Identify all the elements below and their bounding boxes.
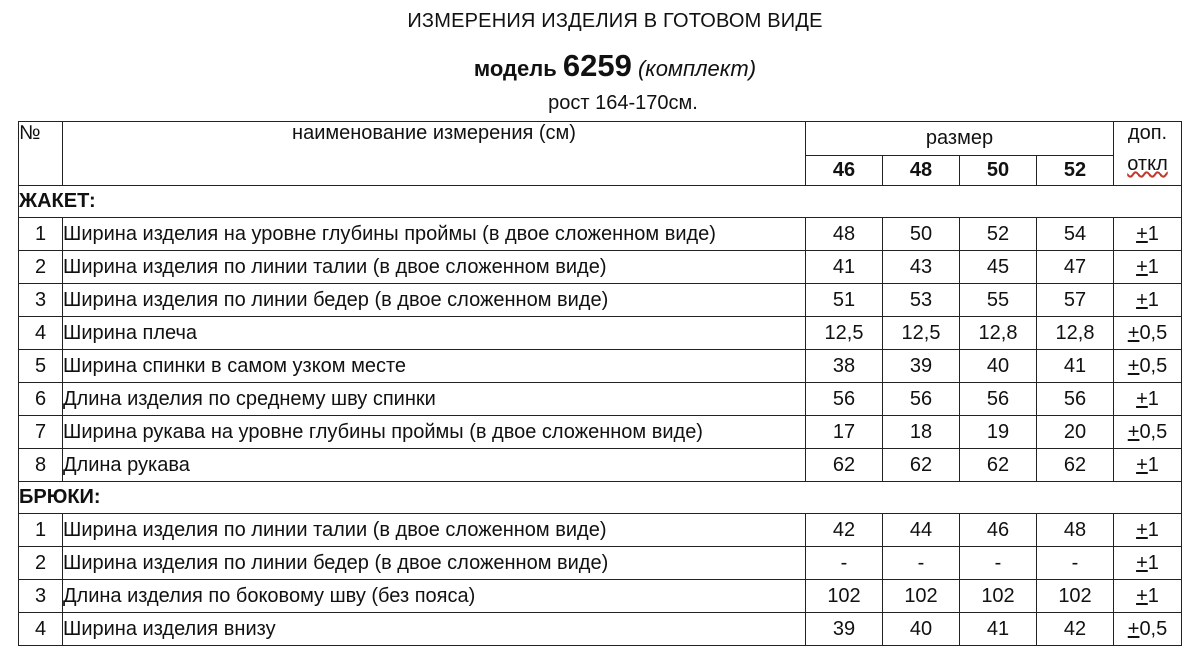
size-value: 38 <box>806 350 883 383</box>
size-value: 57 <box>1037 284 1114 317</box>
row-number: 1 <box>19 218 63 251</box>
size-value: 56 <box>1037 383 1114 416</box>
row-number: 8 <box>19 449 63 482</box>
size-header-cell: 46 <box>806 156 883 186</box>
tolerance-cell <box>1114 613 1182 646</box>
table-row <box>19 317 1182 350</box>
tolerance-cell <box>1114 218 1182 251</box>
tolerance-value: 0,5 <box>1139 321 1168 344</box>
tolerance-sign: + <box>1127 617 1140 640</box>
tolerance-value: 1 <box>1147 453 1159 476</box>
size-value: 102 <box>960 580 1037 613</box>
size-value: 62 <box>960 449 1037 482</box>
table-row <box>19 284 1182 317</box>
table-row <box>19 580 1182 613</box>
tolerance-value: 1 <box>1147 255 1159 278</box>
size-value: 41 <box>1037 350 1114 383</box>
measurement-name: Ширина изделия по линии бедер (в двое сложенном виде) <box>63 547 806 580</box>
tolerance-cell <box>1114 383 1182 416</box>
size-value: - <box>806 547 883 580</box>
tolerance-sign: + <box>1136 584 1148 607</box>
tolerance-sign: + <box>1136 255 1148 278</box>
section-title: ЖАКЕТ: <box>19 186 1182 218</box>
measurement-name: Ширина изделия по линии талии (в двое сложенном виде) <box>63 251 806 284</box>
tolerance-cell <box>1114 350 1182 383</box>
size-value: 50 <box>883 218 960 251</box>
size-value: 12,5 <box>806 317 883 350</box>
tolerance-value: 0,5 <box>1139 617 1168 640</box>
row-number: 6 <box>19 383 63 416</box>
measurements-table <box>18 121 1182 646</box>
row-number: 2 <box>19 547 63 580</box>
size-value: 12,5 <box>883 317 960 350</box>
header-row <box>19 122 1182 156</box>
tolerance-sign: + <box>1136 288 1148 311</box>
size-value: 18 <box>883 416 960 449</box>
size-value: 41 <box>960 613 1037 646</box>
tolerance-sign: + <box>1136 551 1148 574</box>
size-value: 39 <box>806 613 883 646</box>
tolerance-value: 1 <box>1147 518 1159 541</box>
size-value: 39 <box>883 350 960 383</box>
measurement-name: Ширина спинки в самом узком месте <box>63 350 806 383</box>
tolerance-sign: + <box>1127 354 1140 377</box>
size-value: 12,8 <box>1037 317 1114 350</box>
size-value: 53 <box>883 284 960 317</box>
measurement-name: Ширина рукава на уровне глубины проймы (в двое сложенном виде) <box>63 416 806 449</box>
size-value: 55 <box>960 284 1037 317</box>
tolerance-value: 1 <box>1147 222 1159 245</box>
size-value: 56 <box>883 383 960 416</box>
size-value: 48 <box>806 218 883 251</box>
table-row <box>19 514 1182 547</box>
tolerance-cell <box>1114 416 1182 449</box>
size-value: 51 <box>806 284 883 317</box>
size-value: 46 <box>960 514 1037 547</box>
size-value: 20 <box>1037 416 1114 449</box>
size-header-cell: 48 <box>883 156 960 186</box>
tolerance-value: 1 <box>1147 584 1159 607</box>
row-number: 4 <box>19 317 63 350</box>
size-value: 44 <box>883 514 960 547</box>
row-number: 3 <box>19 580 63 613</box>
size-value: 40 <box>960 350 1037 383</box>
tolerance-sign: + <box>1127 321 1140 344</box>
section-title: БРЮКИ: <box>19 482 1182 514</box>
size-value: 41 <box>806 251 883 284</box>
column-header-size: размер <box>806 122 1114 156</box>
row-number: 2 <box>19 251 63 284</box>
size-value: 45 <box>960 251 1037 284</box>
tolerance-header-line2: откл <box>1127 153 1168 175</box>
tolerance-cell <box>1114 580 1182 613</box>
model-number: 6259 <box>562 48 632 83</box>
tolerance-cell <box>1114 317 1182 350</box>
tolerance-sign: + <box>1136 518 1148 541</box>
section-header-row <box>19 482 1182 514</box>
tolerance-value: 1 <box>1147 551 1159 574</box>
row-number: 5 <box>19 350 63 383</box>
measurement-name: Длина изделия по среднему шву спинки <box>63 383 806 416</box>
model-note: (комплект) <box>637 56 757 81</box>
tolerance-sign: + <box>1136 387 1148 410</box>
column-header-number: № <box>19 122 63 186</box>
table-row <box>19 218 1182 251</box>
size-value: 52 <box>960 218 1037 251</box>
tolerance-value: 1 <box>1147 387 1159 410</box>
row-number: 4 <box>19 613 63 646</box>
model-label: модель <box>473 56 557 81</box>
tolerance-cell <box>1114 449 1182 482</box>
size-value: 42 <box>1037 613 1114 646</box>
table-row <box>19 613 1182 646</box>
model-line <box>0 48 1200 84</box>
measurement-name: Длина рукава <box>63 449 806 482</box>
tolerance-value: 1 <box>1147 288 1159 311</box>
size-value: 102 <box>1037 580 1114 613</box>
table-row <box>19 350 1182 383</box>
tolerance-sign: + <box>1136 222 1148 245</box>
size-value: - <box>883 547 960 580</box>
tolerance-cell <box>1114 251 1182 284</box>
column-header-tolerance <box>1114 122 1182 186</box>
size-value: 62 <box>806 449 883 482</box>
section-header-row <box>19 186 1182 218</box>
size-value: 48 <box>1037 514 1114 547</box>
row-number: 1 <box>19 514 63 547</box>
measurement-name: Ширина плеча <box>63 317 806 350</box>
tolerance-sign: + <box>1127 420 1140 443</box>
column-header-name: наименование измерения (см) <box>63 122 806 186</box>
measurement-name: Длина изделия по боковому шву (без пояса) <box>63 580 806 613</box>
size-value: 102 <box>806 580 883 613</box>
height-range: рост 164-170см. <box>548 92 698 114</box>
tolerance-header-line1: доп. <box>1127 122 1168 144</box>
size-value: 56 <box>806 383 883 416</box>
size-value: - <box>1037 547 1114 580</box>
size-value: - <box>960 547 1037 580</box>
size-value: 102 <box>883 580 960 613</box>
size-value: 17 <box>806 416 883 449</box>
measurement-name: Ширина изделия по линии бедер (в двое сложенном виде) <box>63 284 806 317</box>
size-value: 62 <box>1037 449 1114 482</box>
size-value: 56 <box>960 383 1037 416</box>
size-value: 12,8 <box>960 317 1037 350</box>
size-value: 40 <box>883 613 960 646</box>
tolerance-cell <box>1114 547 1182 580</box>
measurement-name: Ширина изделия по линии талии (в двое сложенном виде) <box>63 514 806 547</box>
tolerance-cell <box>1114 284 1182 317</box>
size-value: 47 <box>1037 251 1114 284</box>
tolerance-cell <box>1114 514 1182 547</box>
size-value: 62 <box>883 449 960 482</box>
table-row <box>19 449 1182 482</box>
document-title: ИЗМЕРЕНИЯ ИЗДЕЛИЯ В ГОТОВОМ ВИДЕ <box>407 10 823 32</box>
row-number: 7 <box>19 416 63 449</box>
measurement-name: Ширина изделия на уровне глубины проймы (в двое сложенном виде) <box>63 218 806 251</box>
table-row <box>19 416 1182 449</box>
measurement-name: Ширина изделия внизу <box>63 613 806 646</box>
table-row <box>19 547 1182 580</box>
size-value: 43 <box>883 251 960 284</box>
size-header-cell: 52 <box>1037 156 1114 186</box>
tolerance-value: 0,5 <box>1139 354 1168 377</box>
table-row <box>19 383 1182 416</box>
tolerance-sign: + <box>1136 453 1148 476</box>
size-value: 54 <box>1037 218 1114 251</box>
size-value: 42 <box>806 514 883 547</box>
size-value: 19 <box>960 416 1037 449</box>
size-header-cell: 50 <box>960 156 1037 186</box>
row-number: 3 <box>19 284 63 317</box>
table-row <box>19 251 1182 284</box>
tolerance-value: 0,5 <box>1139 420 1168 443</box>
